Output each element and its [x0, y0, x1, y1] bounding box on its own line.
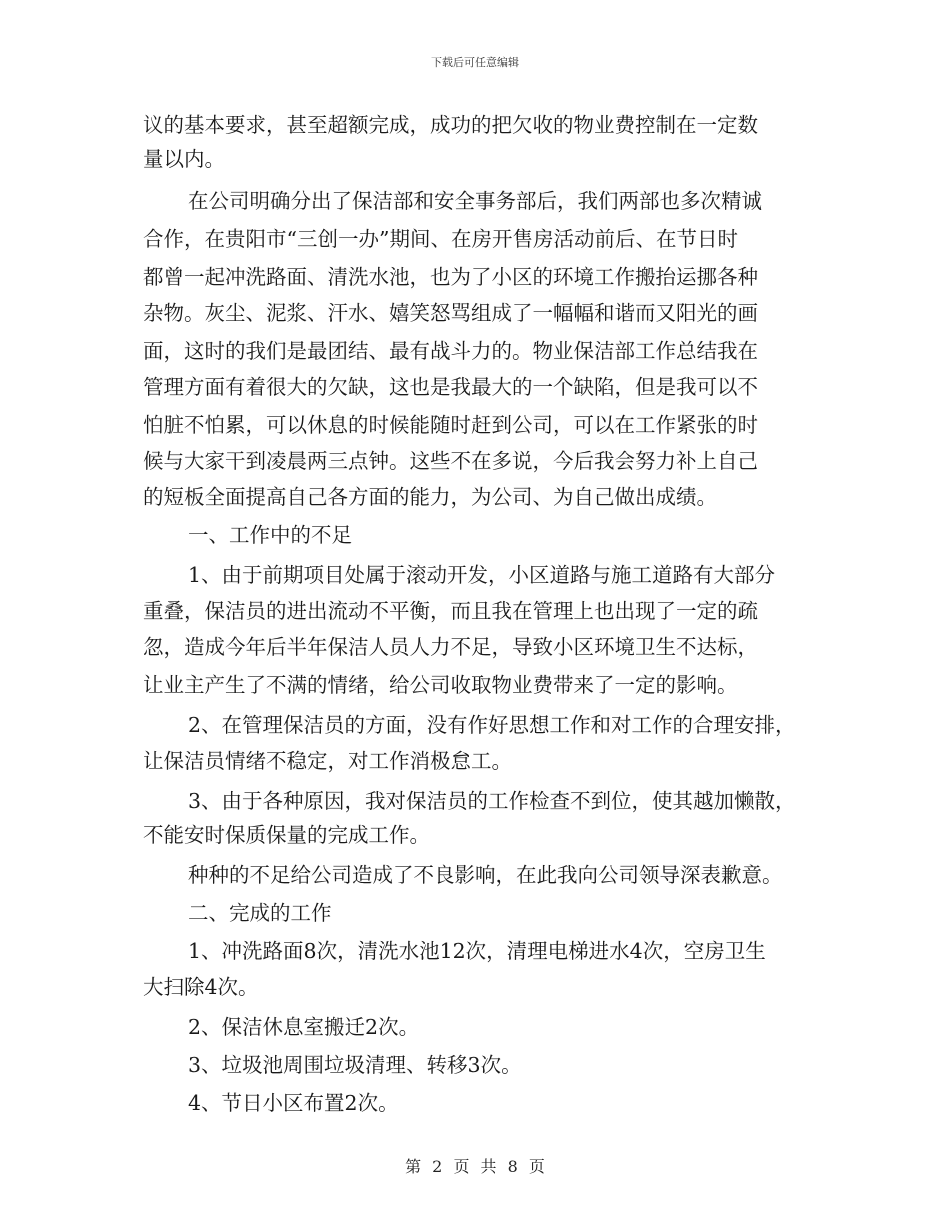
paragraph-line: 管理方面有着很大的欠缺，这也是我最大的一个缺陷，但是我可以不: [143, 375, 758, 399]
paragraph-line: 在公司明确分出了保洁部和安全事务部后，我们两部也多次精诚: [188, 189, 762, 213]
paragraph-line: 面，这时的我们是最团结、最有战斗力的。物业保洁部工作总结我在: [143, 339, 758, 363]
paragraph-line: 3、由于各种原因，我对保洁员的工作检查不到位，使其越加懒散，: [188, 789, 796, 813]
paragraph-line: 议的基本要求，甚至超额完成，成功的把欠收的物业费控制在一定数: [143, 113, 758, 137]
paragraph-line: 让业主产生了不满的情绪，给公司收取物业费带来了一定的影响。: [143, 673, 738, 697]
paragraph-line: 1、冲洗路面8次，清洗水池12次，清理电梯进水4次，空房卫生: [188, 939, 766, 963]
paragraph-line: 候与大家干到凌晨两三点钟。这些不在多说，今后我会努力补上自己: [143, 449, 758, 473]
paragraph-line: 怕脏不怕累，可以休息的时候能随时赶到公司，可以在工作紧张的时: [143, 413, 758, 437]
paragraph-line: 4、节日小区布置2次。: [188, 1091, 399, 1115]
section-heading: 一、工作中的不足: [188, 523, 352, 547]
paragraph-line: 大扫除4次。: [143, 975, 259, 999]
paragraph-line: 2、在管理保洁员的方面，没有作好思想工作和对工作的合理安排，: [188, 713, 796, 737]
paragraph-line: 合作，在贵阳市“三创一办”期间、在房开售房活动前后、在节日时: [143, 227, 738, 251]
paragraph-line: 2、保洁休息室搬迁2次。: [188, 1015, 420, 1039]
paragraph-line: 重叠，保洁员的进出流动不平衡，而且我在管理上也出现了一定的疏: [143, 599, 758, 623]
paragraph-line: 杂物。灰尘、泥浆、汗水、嬉笑怒骂组成了一幅幅和谐而又阳光的画: [143, 301, 758, 325]
paragraph-line: 的短板全面提高自己各方面的能力，为公司、为自己做出成绩。: [143, 485, 717, 509]
paragraph-line: 让保洁员情绪不稳定，对工作消极怠工。: [143, 749, 512, 773]
section-heading: 二、完成的工作: [188, 901, 332, 925]
paragraph-line: 不能安时保质保量的完成工作。: [143, 823, 430, 847]
paragraph-line: 种种的不足给公司造成了不良影响，在此我向公司领导深表歉意。: [188, 863, 783, 887]
page-header: 下载后可任意编辑: [431, 56, 519, 69]
paragraph-line: 都曾一起冲洗路面、清洗水池，也为了小区的环境工作搬抬运挪各种: [143, 265, 758, 289]
paragraph-line: 3、垃圾池周围垃圾清理、转移3次。: [188, 1053, 522, 1077]
paragraph-line: 量以内。: [143, 147, 225, 171]
page-number-footer: 第 2 页 共 8 页: [405, 1157, 545, 1176]
paragraph-line: 忽，造成今年后半年保洁人员人力不足，导致小区环境卫生不达标，: [143, 635, 758, 659]
paragraph-line: 1、由于前期项目处属于滚动开发，小区道路与施工道路有大部分: [188, 563, 776, 587]
